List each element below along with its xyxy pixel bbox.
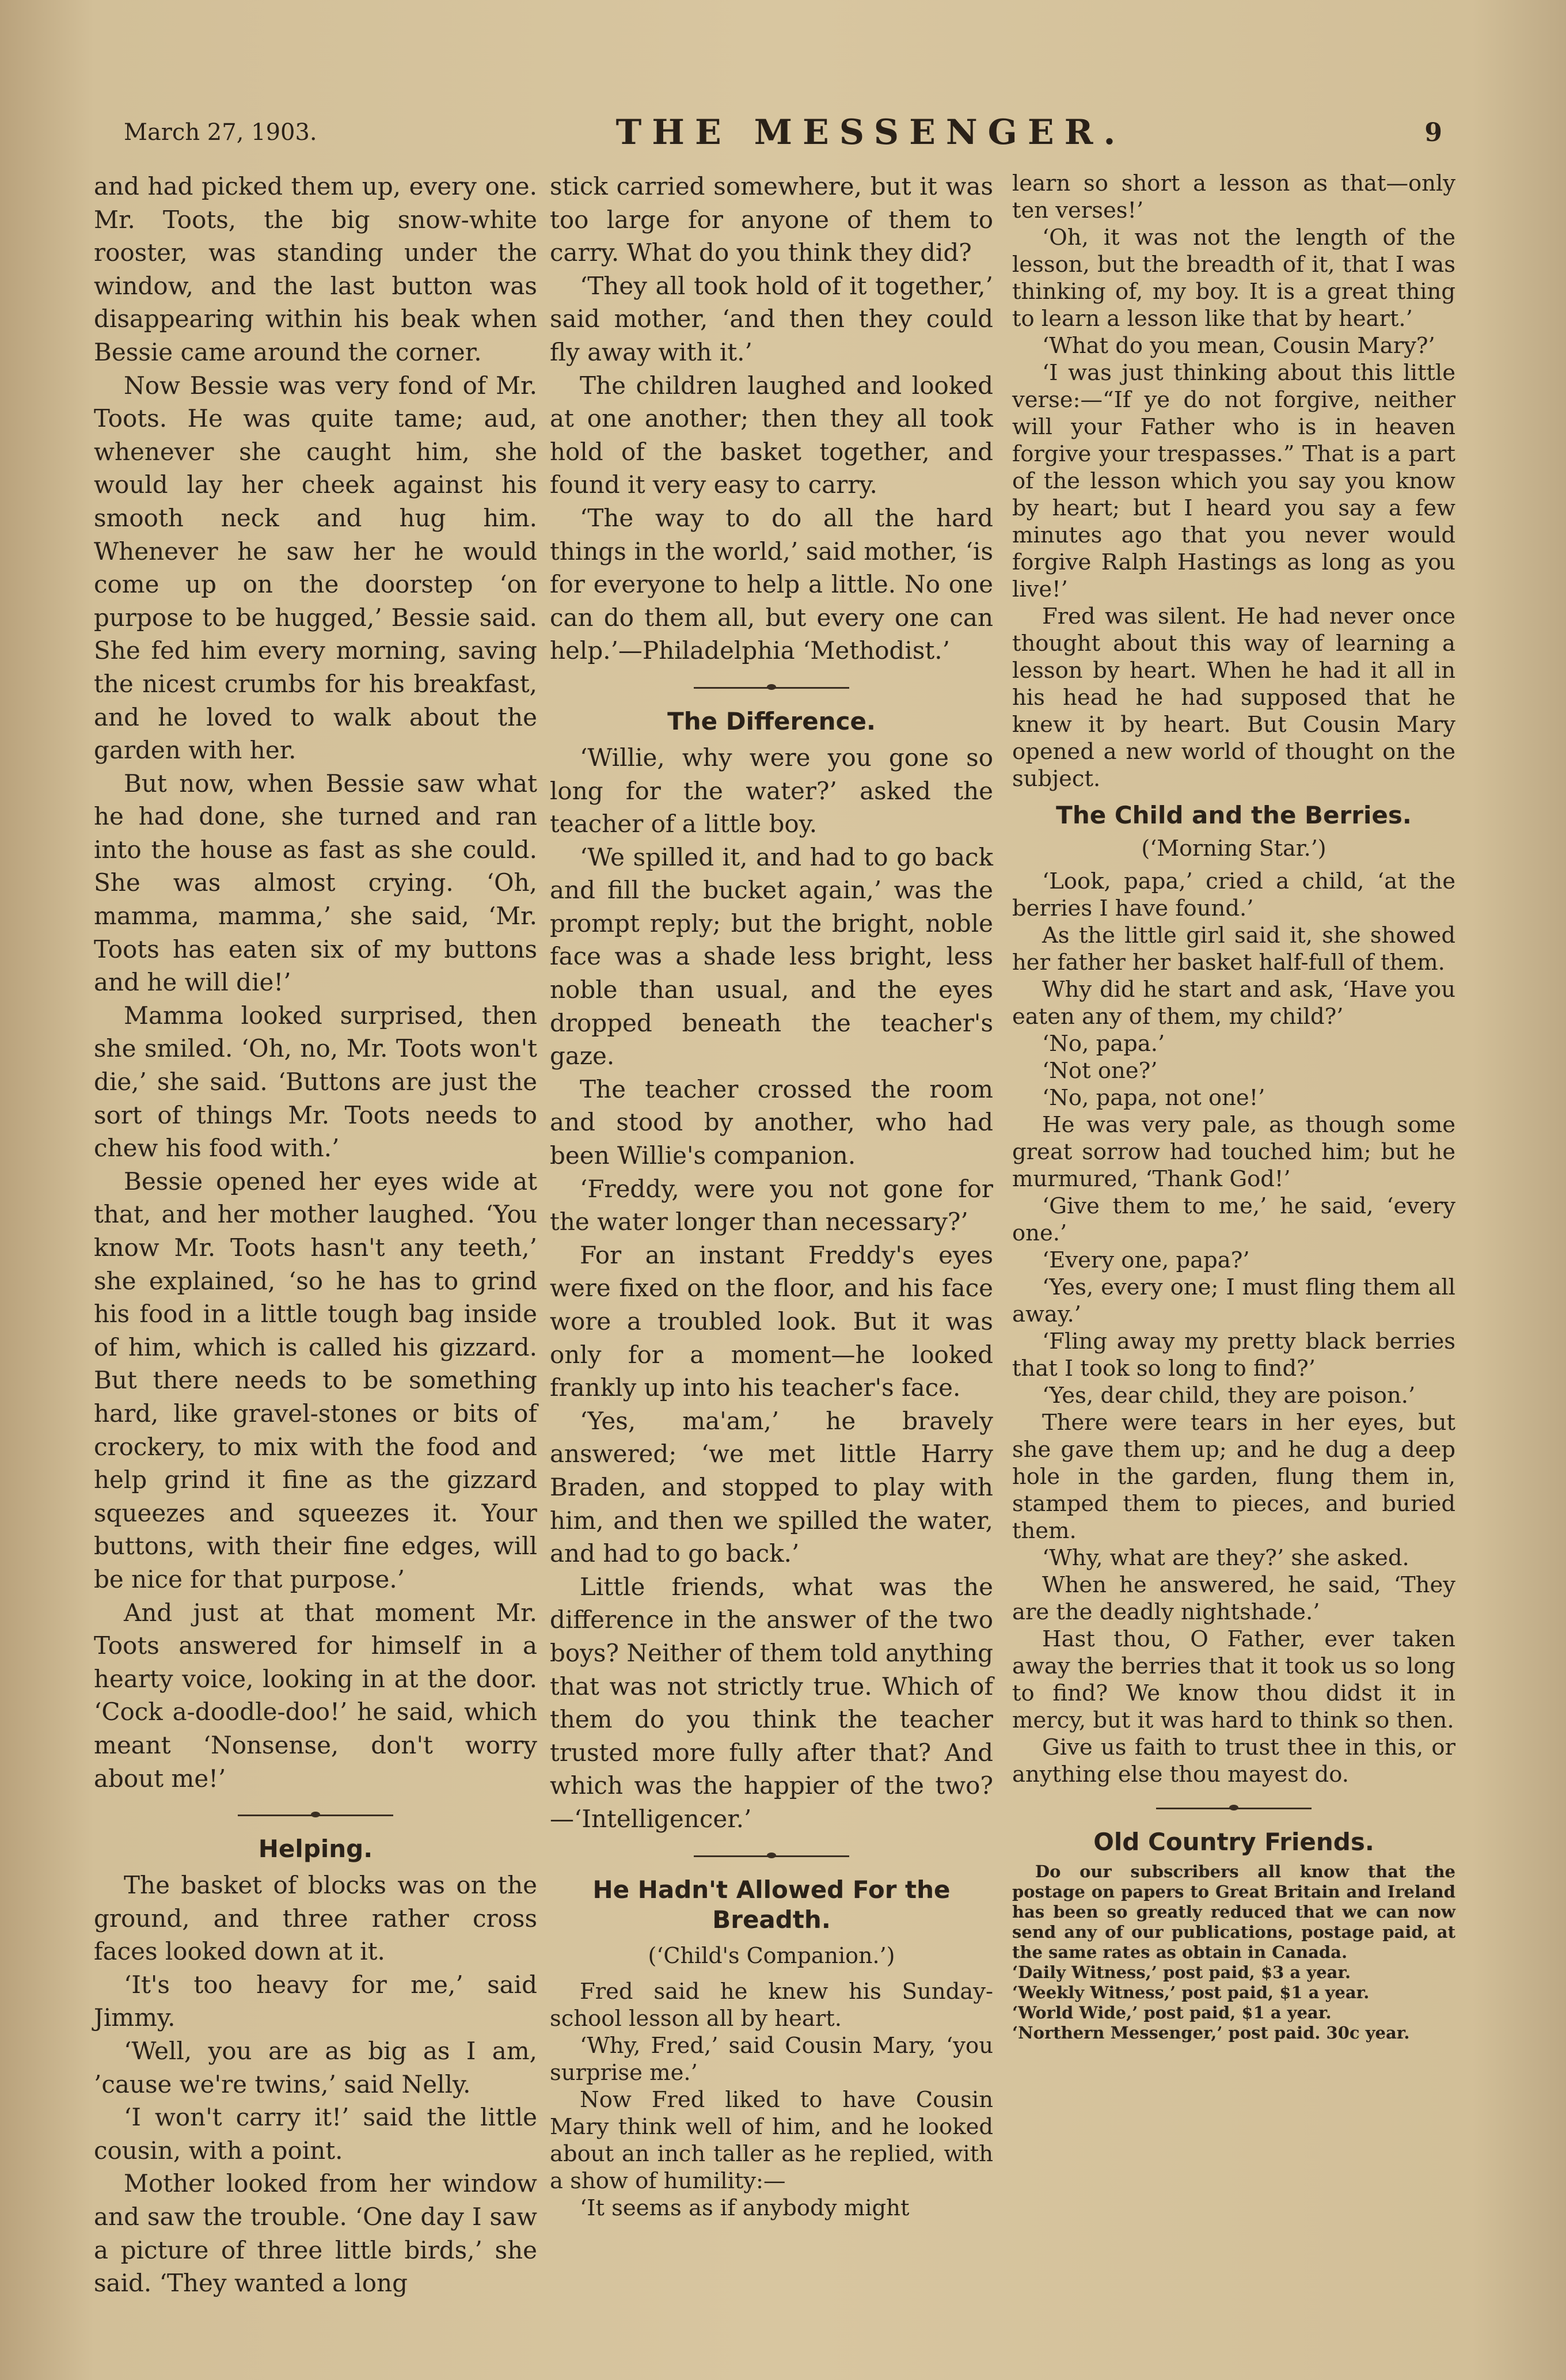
article-source: (‘Morning Star.’) (1141, 836, 1326, 861)
page-number: 9 (1424, 117, 1442, 147)
subscription-item: ‘Weekly Witness,’ post paid, $1 a year. (1012, 1983, 1370, 2002)
article-title-difference: The Difference. (667, 707, 876, 735)
paragraph: Fred was silent. He had never once thought about this way of learning a lesson by heart. When he had it all in his head he had supposed that he knew it by heart. But Cousin Mary opened a new world of thought on the subject. (1012, 603, 1455, 792)
paragraph: ‘Not one?’ (1042, 1058, 1158, 1084)
paragraph: As the little girl said it, she showed her father her basket half-full of them. (1012, 923, 1455, 975)
paragraph: Now Fred liked to have Cousin Mary think well of him, and he looked about an inch taller as he replied, with a show of humility:— (550, 2087, 993, 2195)
column-1 (94, 170, 537, 2300)
article-title-breadth: He Hadn't Allowed For the Breadth. (592, 1875, 951, 1934)
notice-body (1012, 1862, 1455, 1963)
paragraph: Do our subscribers all know that the postage on papers to Great Britain and Ireland has been so greatly reduced that we can now send any of our publications, postage paid, at the same rates as obtain in Canada. (1012, 1862, 1455, 1962)
paragraph: Little friends, what was the difference in the answer of the two boys? Neither of them told anything that was not strictly true. Which of them do you think the teacher trusted more fully after that? And which was the happier of the two?—‘Intelligencer.’ (550, 1572, 993, 1833)
section-divider (550, 672, 993, 702)
paragraph: Fred said he knew his Sunday-school lesson all by heart. (550, 1979, 993, 2032)
divider-ornament (311, 1812, 320, 1817)
divider-ornament (767, 684, 776, 690)
paragraph: ‘I was just thinking about this little verse:—“If ye do not forgive, neither will your Father who is in heaven forgive your trespasses.” That is a part of the lesson which you say you know by heart; but I heard you say a few minutes ago that you never would forgive Ralph Hastings as long as you live!’ (1012, 360, 1455, 602)
paragraph: ‘The way to do all the hard things in the world,’ said mother, ‘is for everyone to help a little. No one can do them all, but every one can help.’—Philadelphia ‘Methodist.’ (550, 503, 993, 665)
paragraph: ‘Every one, papa?’ (1042, 1247, 1250, 1273)
column-2 (550, 170, 993, 2222)
paragraph: The teacher crossed the room and stood by another, who had been Willie's companion. (550, 1075, 993, 1170)
section-divider (1012, 1793, 1455, 1823)
paragraph: ‘Willie, why were you gone so long for the water?’ asked the teacher of a little boy. (550, 743, 993, 838)
paragraph: ‘Well, you are as big as I am, ’cause we're twins,’ said Nelly. (94, 2037, 537, 2098)
paragraph: ‘It seems as if anybody might (580, 2195, 910, 2222)
paragraph: Hast thou, O Father, ever taken away the berries that it took us so long to find? We know thou didst it in mercy, but it was hard to think so then. (1012, 1626, 1455, 1733)
paragraph: stick carried somewhere, but it was too large for anyone of them to carry. What do you think they did? (550, 172, 993, 267)
paragraph: For an instant Freddy's eyes were fixed on the floor, and his face wore a troubled look. But it was only for a moment—he looked frankly up into his teacher's face. (550, 1240, 993, 1402)
paragraph: But now, when Bessie saw what he had done, she turned and ran into the house as fast as she could. She was almost crying. ‘Oh, mamma, mamma,’ she said, ‘Mr. Toots has eaten six of my buttons and he will die!’ (94, 769, 537, 997)
paragraph: ‘What do you mean, Cousin Mary?’ (1042, 333, 1435, 359)
paragraph: ‘No, papa, not one!’ (1042, 1085, 1265, 1111)
paragraph: Mother looked from her window and saw the trouble. ‘One day I saw a picture of three little birds,’ she said. ‘They wanted a long (94, 2169, 537, 2298)
divider-ornament (1229, 1805, 1238, 1810)
paragraph: ‘Why, what are they?’ she asked. (1042, 1545, 1409, 1571)
section-divider (94, 1800, 537, 1829)
issue-date: March 27, 1903. (124, 119, 317, 146)
paragraph: Mamma looked surprised, then she smiled. ‘Oh, no, Mr. Toots won't die,’ she said. ‘Buttons are just the sort of things Mr. Toots needs to chew his food with.’ (94, 1001, 537, 1163)
paragraph: ‘Yes, every one; I must fling them all away.’ (1012, 1274, 1455, 1327)
paragraph: ‘Look, papa,’ cried a child, ‘at the berries I have found.’ (1012, 868, 1455, 921)
paragraph: ‘It's too heavy for me,’ said Jimmy. (94, 1970, 537, 2032)
paragraph: ‘Yes, dear child, they are poison.’ (1042, 1383, 1416, 1409)
masthead-title: THE MESSENGER. (615, 112, 1126, 153)
article-source: (‘Child's Companion.’) (648, 1942, 895, 1968)
article-title-old-country-friends: Old Country Friends. (1093, 1828, 1374, 1856)
paragraph: Now Bessie was very fond of Mr. Toots. He was quite tame; aud, whenever she caught him, she would lay her cheek against his smooth neck and hug him. Whenever he saw her he would come up on the doorstep ‘on purpose to be hugged,’ Bessie said. She fed him every morning, saving the nicest crumbs for his breakfast, and he loved to walk about the garden with her. (94, 371, 537, 765)
paragraph: There were tears in her eyes, but she gave them up; and he dug a deep hole in the garden, flung them in, stamped them to pieces, and buried them. (1012, 1410, 1455, 1544)
paragraph: learn so short a lesson as that—only ten verses!’ (1012, 170, 1455, 223)
paragraph: Give us faith to trust thee in this, or anything else thou mayest do. (1012, 1734, 1455, 1787)
subscription-item: ‘World Wide,’ post paid, $1 a year. (1012, 2003, 1332, 2022)
paragraph: ‘Why, Fred,’ said Cousin Mary, ‘you surprise me.’ (550, 2033, 993, 2086)
column-3 (1012, 170, 1455, 2043)
paragraph: He was very pale, as though some great sorrow had touched him; but he murmured, ‘Thank God!’ (1012, 1112, 1455, 1192)
paragraph: The basket of blocks was on the ground, and three rather cross faces looked down at it. (94, 1871, 537, 1966)
paragraph: ‘They all took hold of it together,’ said mother, ‘and then they could fly away with it.’ (550, 271, 993, 366)
paragraph: ‘Yes, ma'am,’ he bravely answered; ‘we met little Harry Braden, and stopped to play with him, and then we spilled the water, and had to go back.’ (550, 1406, 993, 1568)
subscription-item: ‘Daily Witness,’ post paid, $3 a year. (1012, 1963, 1351, 1982)
paragraph: And just at that moment Mr. Toots answered for himself in a hearty voice, looking in at the door. ‘Cock a-doodle-doo!’ he said, which meant ‘Nonsense, don't worry about me!’ (94, 1598, 537, 1793)
paragraph: and had picked them up, every one. Mr. Toots, the big snow-white rooster, was standing under the window, and the last button was disappearing within his beak when Bessie came around the corner. (94, 172, 537, 366)
paragraph: When he answered, he said, ‘They are the deadly nightshade.’ (1012, 1572, 1455, 1625)
paragraph: Bessie opened her eyes wide at that, and her mother laughed. ‘You know Mr. Toots hasn't any teeth,’ she explained, ‘so he has to grind his food in a little tough bag inside of him, which is called his gizzard. But there needs to be something hard, like gravel-stones or bits of crockery, to mix with the food and help grind it fine as the gizzard squeezes and squeezes it. Your buttons, with their fine edges, will be nice for that purpose.’ (94, 1167, 537, 1593)
paragraph: ‘No, papa.’ (1042, 1031, 1165, 1057)
paragraph: ‘Freddy, were you not gone for the water longer than necessary?’ (550, 1174, 993, 1236)
paragraph: The children laughed and looked at one another; then they all took hold of the basket together, and found it very easy to carry. (550, 371, 993, 499)
divider-ornament (767, 1853, 776, 1858)
article-title-berries: The Child and the Berries. (1056, 801, 1412, 829)
paragraph: ‘Oh, it was not the length of the lesson, but the breadth of it, that I was thinking of, my boy. It is a great thing to learn a lesson like that by heart.’ (1012, 225, 1455, 332)
article-title-helping: Helping. (258, 1835, 373, 1863)
section-divider (550, 1840, 993, 1870)
page-header (124, 109, 1442, 155)
breadth-body (550, 1978, 993, 2222)
paragraph: Why did he start and ask, ‘Have you eaten any of them, my child?’ (1012, 977, 1455, 1030)
paragraph: ‘We spilled it, and had to go back and fill the bucket again,’ was the prompt reply; but the bright, noble face was a shade less bright, less noble than usual, and the eyes dropped beneath the teacher's gaze. (550, 842, 993, 1071)
paragraph: ‘Give them to me,’ he said, ‘every one.’ (1012, 1193, 1455, 1246)
subscription-item: ‘Northern Messenger,’ post paid. 30c year. (1012, 2023, 1410, 2043)
paragraph: ‘Fling away my pretty black berries that I took so long to find?’ (1012, 1328, 1455, 1381)
subscription-list (1012, 1963, 1455, 2043)
paragraph: ‘I won't carry it!’ said the little cousin, with a point. (94, 2103, 537, 2165)
